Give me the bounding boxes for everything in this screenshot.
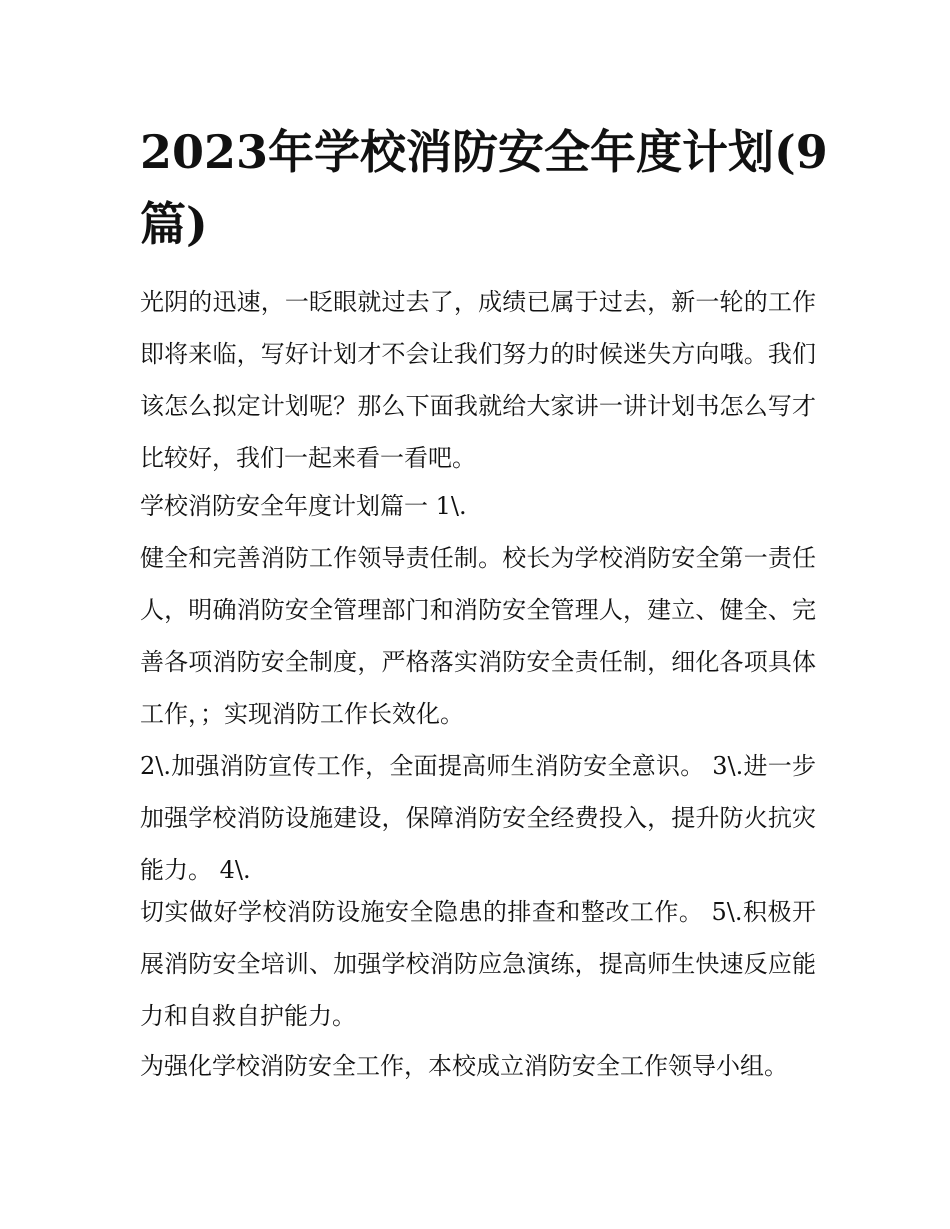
body-paragraph-publicity: 2\.加强消防宣传工作，全面提高师生消防安全意识。 3\.进一步加强学校消防设施建设，保障消防安全经费投入，提升防火抗灾能力。 4\. bbox=[140, 752, 816, 884]
intro-paragraph: 光阴的迅速，一眨眼就过去了，成绩已属于过去，新一轮的工作即将来临，写好计划才不会让我们努力的时候迷失方向哦。我们该怎么拟定计划呢？那么下面我就给大家讲一讲计划书怎么写才比较好，我们一起来看一看吧。 bbox=[140, 288, 816, 472]
section-heading-part-1: 学校消防安全年度计划篇一 1\. bbox=[140, 492, 467, 520]
body-paragraph-leadership-group: 为强化学校消防安全工作，本校成立消防安全工作领导小组。 bbox=[140, 1052, 788, 1080]
body-paragraph-responsibility: 健全和完善消防工作领导责任制。校长为学校消防安全第一责任人，明确消防安全管理部门和消防安全管理人，建立、健全、完善各项消防安全制度，严格落实消防安全责任制，细化各项具体工作，；实现消防工作长效化。 bbox=[140, 544, 816, 728]
document-title: 2023年学校消防安全年度计划(9篇) bbox=[140, 125, 828, 251]
body-paragraph-inspection: 切实做好学校消防设施安全隐患的排查和整改工作。 5\.积极开展消防安全培训、加强学校消防应急演练，提高师生快速反应能力和自救自护能力。 bbox=[140, 898, 816, 1030]
